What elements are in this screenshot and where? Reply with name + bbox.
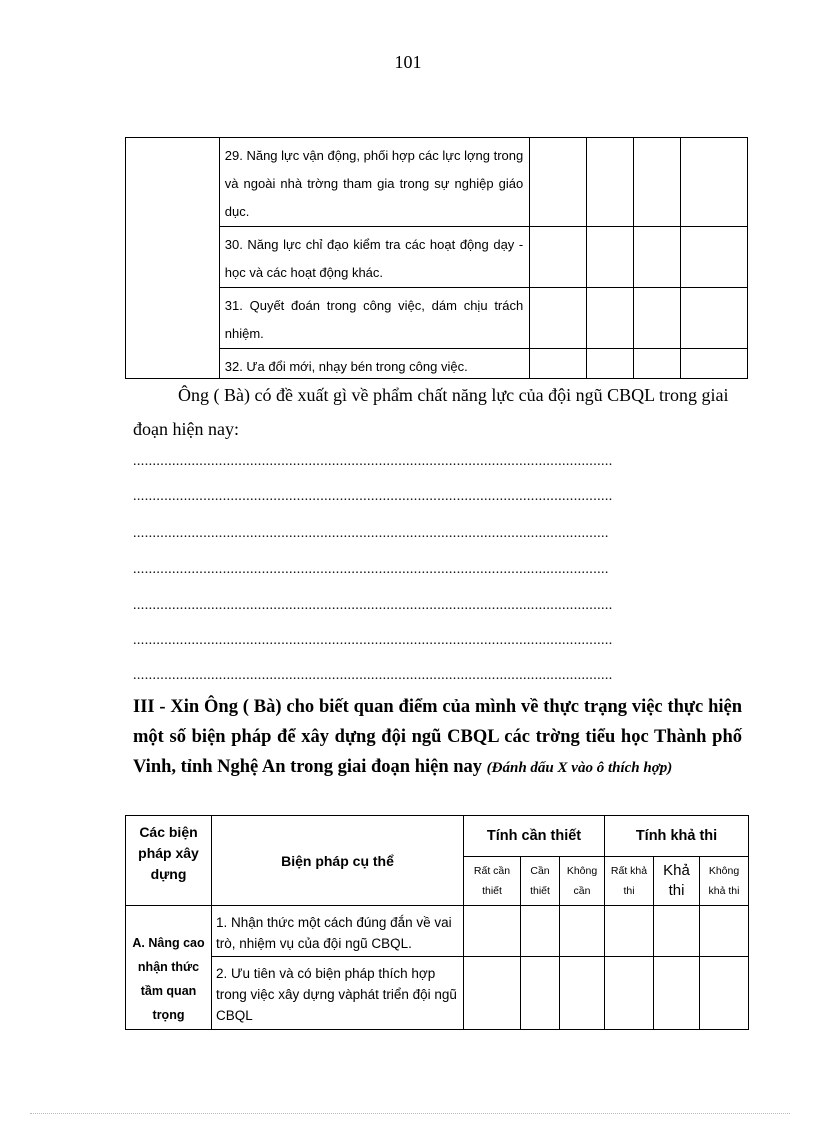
checkbox-cell[interactable]: [634, 288, 681, 349]
answer-line[interactable]: ...........................................................................................................................: [133, 489, 613, 504]
table-row: [126, 138, 748, 227]
checkbox-cell[interactable]: [654, 957, 700, 1030]
table-row: [126, 906, 749, 957]
checkbox-cell[interactable]: [464, 957, 521, 1030]
checkbox-cell[interactable]: [586, 349, 633, 379]
page-number: 101: [394, 52, 422, 72]
col-header-feasibility: Tính khả thi: [605, 816, 749, 857]
subheader-feasible: Khả thi: [654, 857, 700, 906]
checkbox-cell[interactable]: [681, 227, 748, 288]
answer-line[interactable]: ..........................................................................................................................: [133, 526, 609, 541]
col-header-necessity: Tính cần thiết: [464, 816, 605, 857]
table-row: [126, 349, 748, 379]
subheader-necessary: Cần thiết: [521, 857, 560, 906]
col-header-measure: Biện pháp cụ thể: [212, 816, 464, 906]
answer-line[interactable]: ...........................................................................................................................: [133, 454, 613, 469]
checkbox-cell[interactable]: [560, 957, 605, 1030]
checkbox-cell[interactable]: [605, 906, 654, 957]
checkbox-cell[interactable]: [586, 227, 633, 288]
checkbox-cell[interactable]: [530, 227, 586, 288]
checkbox-cell[interactable]: [530, 288, 586, 349]
measure-item: 2. Ưu tiên và có biện pháp thích hợp trong việc xây dựng vàphát triển đội ngũ CBQL: [212, 957, 464, 1030]
competency-item: 32. Ưa đổi mới, nhạy bén trong công việc.: [224, 359, 468, 374]
table-row: [126, 227, 748, 288]
checkbox-cell[interactable]: [634, 138, 681, 227]
table-row: [126, 957, 749, 1030]
checkbox-cell[interactable]: [654, 906, 700, 957]
checkbox-cell[interactable]: [700, 957, 749, 1030]
section-heading: [133, 692, 742, 783]
checkbox-cell[interactable]: [530, 138, 586, 227]
checkbox-cell[interactable]: [464, 906, 521, 957]
section-note: (Đánh dấu X vào ô thích hợp): [486, 760, 673, 776]
measure-item: 1. Nhận thức một cách đúng đắn về vai trò, nhiệm vụ của đội ngũ CBQL.: [212, 906, 464, 957]
checkbox-cell[interactable]: [634, 227, 681, 288]
table-row: [126, 288, 748, 349]
checkbox-cell[interactable]: [634, 349, 681, 379]
measures-table: [125, 815, 749, 1030]
answer-line[interactable]: ...........................................................................................................................: [133, 598, 613, 613]
subheader-not-feasible: Không khả thi: [700, 857, 749, 906]
competency-item: 29. Năng lực vận động, phối hợp các lực lợng trong và ngoài nhà trờng tham gia trong sự nghiệp giáo dục.: [224, 148, 524, 219]
checkbox-cell[interactable]: [521, 906, 560, 957]
checkbox-cell[interactable]: [605, 957, 654, 1030]
checkbox-cell[interactable]: [681, 349, 748, 379]
competency-item: 30. Năng lực chỉ đạo kiểm tra các hoạt động dạy - học và các hoạt động khác.: [224, 237, 524, 280]
col-header-group: Các biện pháp xây dựng: [126, 816, 212, 906]
checkbox-cell[interactable]: [521, 957, 560, 1030]
answer-line[interactable]: ...........................................................................................................................: [133, 668, 613, 683]
checkbox-cell[interactable]: [530, 349, 586, 379]
competency-table-continued: [125, 137, 748, 379]
subheader-very-feasible: Rất khả thi: [605, 857, 654, 906]
subheader-not-necessary: Không cần: [560, 857, 605, 906]
section-title: III - Xin Ông ( Bà) cho biết quan điểm của mình về thực trạng việc thực hiện một số biện pháp để xây dựng đội ngũ CBQL các trờng tiểu học Thành phố Vinh, tỉnh Nghệ An trong giai đoạn hiện nay: [133, 697, 742, 777]
page-bottom-divider: [30, 1113, 790, 1114]
table-header-row: [126, 816, 749, 857]
group-label-a: A. Nâng cao nhận thức tầm quan trọng: [126, 906, 212, 1030]
checkbox-cell[interactable]: [586, 138, 633, 227]
checkbox-cell[interactable]: [586, 288, 633, 349]
subheader-very-necessary: Rất cần thiết: [464, 857, 521, 906]
checkbox-cell[interactable]: [560, 906, 605, 957]
open-question: Ông ( Bà) có đề xuất gì về phẩm chất năng lực của đội ngũ CBQL trong giai đoạn hiện nay:: [133, 385, 729, 439]
checkbox-cell[interactable]: [700, 906, 749, 957]
empty-group-cell: [126, 138, 220, 379]
answer-line[interactable]: ..........................................................................................................................: [133, 562, 609, 577]
checkbox-cell[interactable]: [681, 138, 748, 227]
checkbox-cell[interactable]: [681, 288, 748, 349]
answer-line[interactable]: ...........................................................................................................................: [133, 633, 613, 648]
competency-item: 31. Quyết đoán trong công việc, dám chịu trách nhiệm.: [224, 298, 524, 341]
